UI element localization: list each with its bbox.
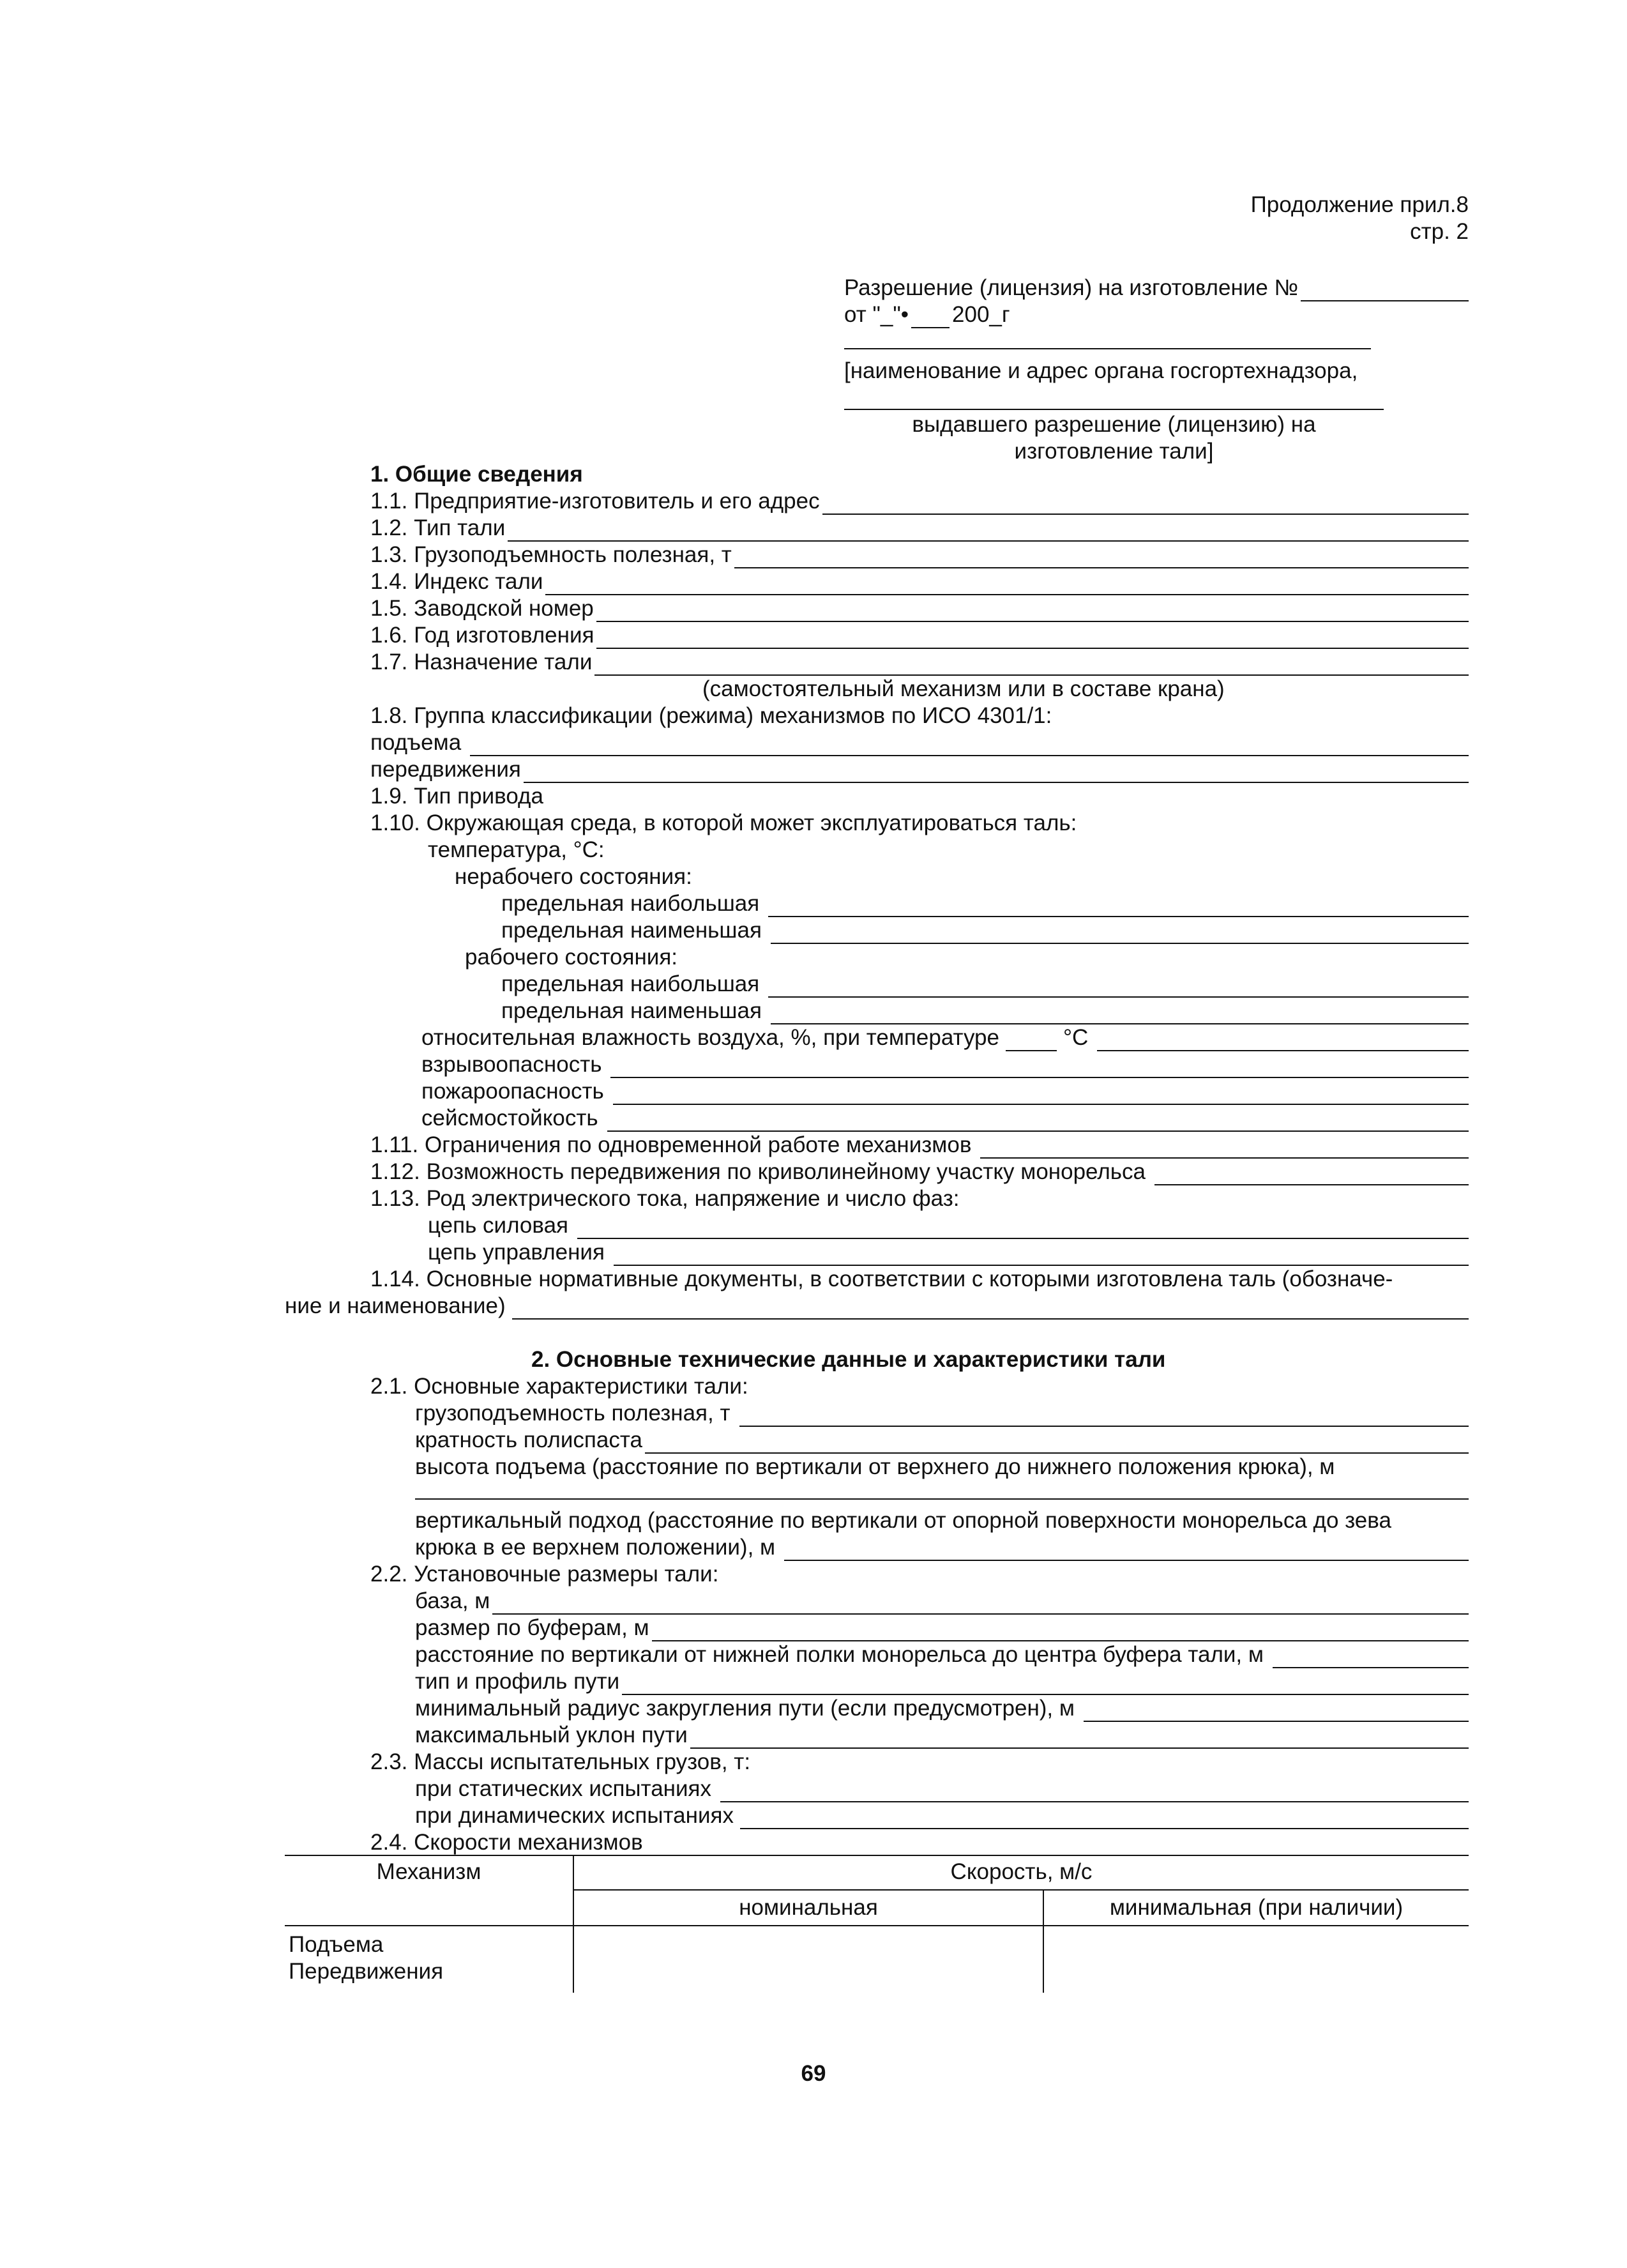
field-reeving xyxy=(415,1427,1469,1454)
label-1-2: 1.2. Тип тали xyxy=(370,515,506,540)
label-2-3: 2.3. Массы испытательных грузов, т: xyxy=(370,1749,751,1774)
label-humidity-unit: °С xyxy=(1063,1025,1089,1050)
blank-dynamic xyxy=(740,1809,1469,1829)
row-lift: Подъема xyxy=(289,1932,384,1957)
field-1-1 xyxy=(370,488,1469,515)
label-capacity: грузоподъемность полезная, т xyxy=(415,1401,730,1426)
label-base: база, м xyxy=(415,1588,490,1613)
note-1-7: (самостоятельный механизм или в составе крана) xyxy=(702,676,1225,701)
blank-max-slope xyxy=(690,1728,1469,1749)
field-1-5 xyxy=(370,595,1469,622)
section2-title: 2. Основные технические данные и характеристики тали xyxy=(531,1347,1166,1372)
blank-1-4 xyxy=(545,575,1469,595)
page-ref: стр. 2 xyxy=(1410,219,1469,244)
blank-explosion xyxy=(610,1058,1469,1078)
field-fire xyxy=(421,1078,1469,1105)
blank-1-8-lift xyxy=(470,736,1469,756)
license-number-row xyxy=(844,275,1469,301)
speed-header-rule xyxy=(574,1889,1469,1891)
field-humidity xyxy=(421,1024,1469,1051)
label-work: рабочего состояния: xyxy=(465,945,678,970)
label-seismic: сейсмостойкость xyxy=(421,1106,598,1130)
continuation-label: Продолжение прил.8 xyxy=(1250,192,1469,217)
field-1-11 xyxy=(370,1132,1469,1159)
blank-1-7 xyxy=(594,655,1469,676)
license-date-year: 200_г xyxy=(952,302,1010,327)
row-travel: Передвижения xyxy=(289,1959,444,1984)
blank-buffer-dist xyxy=(1273,1648,1469,1668)
field-1-6 xyxy=(370,622,1469,649)
label-track-type: тип и профиль пути xyxy=(415,1669,620,1694)
label-1-1: 1.1. Предприятие-изготовитель и его адрес xyxy=(370,489,820,514)
label-2-1: 2.1. Основные характеристики тали: xyxy=(370,1374,748,1399)
page-number: 69 xyxy=(801,2061,826,2086)
label-static: при статических испытаниях xyxy=(415,1776,711,1801)
field-seismic xyxy=(421,1105,1469,1132)
label-nonwork: нерабочего состояния: xyxy=(455,864,692,889)
blank-humidity-temp xyxy=(1006,1031,1057,1051)
label-2-4: 2.4. Скорости механизмов xyxy=(370,1830,643,1855)
label-work-max: предельная наибольшая xyxy=(501,971,760,996)
license-date-blank xyxy=(911,308,950,328)
field-1-8-lift xyxy=(370,729,1469,756)
field-explosion xyxy=(421,1051,1469,1078)
blank-1-3 xyxy=(734,548,1469,568)
label-1-12: 1.12. Возможность передвижения по криволинейному участку монорельса xyxy=(370,1159,1146,1184)
blank-vert-approach xyxy=(784,1541,1469,1561)
blank-1-6 xyxy=(596,628,1469,649)
label-work-min: предельная наименьшая xyxy=(501,998,762,1023)
label-vert-approach-1: вертикальный подход (расстояние по вертикали от опорной поверхности монорельса до зева xyxy=(415,1508,1391,1533)
label-buffer-size: размер по буферам, м xyxy=(415,1615,649,1640)
field-1-12 xyxy=(370,1159,1469,1185)
header-speed: Скорость, м/с xyxy=(950,1859,1093,1884)
blank-buffer-size xyxy=(652,1621,1469,1641)
field-buffer-size xyxy=(415,1615,1469,1641)
label-reeving: кратность полиспаста xyxy=(415,1427,642,1452)
blank-1-12 xyxy=(1154,1165,1469,1185)
label-humidity: относительная влажность воздуха, %, при температуре xyxy=(421,1025,999,1050)
label-1-9: 1.9. Тип привода xyxy=(370,784,543,809)
field-work-max xyxy=(501,971,1469,998)
field-1-14-cont xyxy=(285,1293,1469,1320)
label-dynamic: при динамических испытаниях xyxy=(415,1803,734,1828)
label-temp: температура, °С: xyxy=(428,837,605,862)
table-header-bottom-rule xyxy=(285,1925,1469,1926)
field-work-min xyxy=(501,998,1469,1024)
issuer-line3: изготовление тали] xyxy=(1014,439,1214,464)
blank-1-1 xyxy=(822,494,1469,515)
field-capacity xyxy=(415,1400,1469,1427)
field-min-radius xyxy=(415,1695,1469,1722)
label-nonwork-max: предельная наибольшая xyxy=(501,891,760,916)
field-buffer-dist xyxy=(415,1641,1469,1668)
label-power-circuit: цепь силовая xyxy=(428,1213,568,1238)
blank-1-2 xyxy=(508,521,1469,542)
header-minimal: минимальная (при наличии) xyxy=(1109,1895,1404,1920)
label-1-3: 1.3. Грузоподъемность полезная, т xyxy=(370,542,732,567)
table-top-rule xyxy=(285,1855,1469,1856)
field-power-circuit xyxy=(428,1212,1469,1239)
label-1-14: 1.14. Основные нормативные документы, в соответствии с которыми изготовлена таль (обозначе- xyxy=(370,1267,1393,1291)
label-vert-approach-2: крюка в ее верхнем положении), м xyxy=(415,1535,776,1560)
issuer-blank-2 xyxy=(844,409,1384,410)
blank-control-circuit xyxy=(614,1245,1469,1266)
label-1-14-cont: ние и наименование) xyxy=(285,1293,506,1318)
blank-track-type xyxy=(622,1675,1469,1695)
blank-work-max xyxy=(768,977,1469,998)
blank-1-14 xyxy=(512,1299,1469,1320)
label-buffer-dist: расстояние по вертикали от нижней полки монорельса до центра буфера тали, м xyxy=(415,1642,1264,1667)
license-date-row xyxy=(844,301,1163,328)
blank-seismic xyxy=(607,1111,1469,1132)
blank-fire xyxy=(613,1085,1469,1105)
blank-1-8-travel xyxy=(524,763,1469,783)
label-max-slope: максимальный уклон пути xyxy=(415,1723,688,1747)
label-2-2: 2.2. Установочные размеры тали: xyxy=(370,1562,719,1587)
header-nominal: номинальная xyxy=(739,1895,878,1920)
label-fire: пожароопасность xyxy=(421,1079,604,1104)
field-track-type xyxy=(415,1668,1469,1695)
label-min-radius: минимальный радиус закругления пути (если предусмотрен), м xyxy=(415,1696,1075,1721)
section1-title: 1. Общие сведения xyxy=(370,462,583,487)
blank-capacity xyxy=(739,1406,1469,1427)
blank-humidity xyxy=(1097,1031,1469,1051)
field-1-8-travel xyxy=(370,756,1469,783)
label-lift-height: высота подъема (расстояние по вертикали от верхнего до нижнего положения крюка), м xyxy=(415,1454,1335,1479)
label-1-13: 1.13. Род электрического тока, напряжение и число фаз: xyxy=(370,1186,960,1211)
blank-1-11 xyxy=(980,1138,1469,1159)
blank-reeving xyxy=(645,1433,1469,1454)
blank-work-min xyxy=(771,1004,1469,1024)
label-1-7: 1.7. Назначение тали xyxy=(370,650,593,674)
field-max-slope xyxy=(415,1722,1469,1749)
label-1-6: 1.6. Год изготовления xyxy=(370,623,594,648)
field-nonwork-max xyxy=(501,890,1469,917)
issuer-line2: выдавшего разрешение (лицензию) на xyxy=(912,412,1316,437)
blank-base xyxy=(492,1594,1469,1615)
field-nonwork-min xyxy=(501,917,1469,944)
label-control-circuit: цепь управления xyxy=(428,1240,605,1265)
label-1-11: 1.11. Ограничения по одновременной работе механизмов xyxy=(370,1132,972,1157)
label-1-4: 1.4. Индекс тали xyxy=(370,569,543,594)
blank-lift-height xyxy=(415,1498,1469,1500)
blank-1-5 xyxy=(596,602,1469,622)
field-1-3 xyxy=(370,542,1469,568)
label-nonwork-min: предельная наименьшая xyxy=(501,918,762,943)
field-1-4 xyxy=(370,568,1469,595)
field-dynamic xyxy=(415,1802,1469,1829)
label-1-8-travel: передвижения xyxy=(370,757,521,782)
license-line1: Разрешение (лицензия) на изготовление № xyxy=(844,275,1299,300)
label-explosion: взрывоопасность xyxy=(421,1052,602,1077)
label-1-8-lift: подъема xyxy=(370,730,462,755)
license-date-prefix: от "_"• xyxy=(844,302,909,327)
blank-nonwork-min xyxy=(771,924,1469,944)
issuer-line1: [наименование и адрес органа госгортехнадзора, xyxy=(844,358,1358,383)
issuer-blank-1 xyxy=(844,348,1371,349)
label-1-5: 1.5. Заводской номер xyxy=(370,596,594,621)
blank-power-circuit xyxy=(577,1219,1469,1239)
field-1-2 xyxy=(370,515,1469,542)
field-1-7 xyxy=(370,649,1469,676)
field-static xyxy=(415,1776,1469,1802)
label-1-10: 1.10. Окружающая среда, в которой может эксплуатироваться таль: xyxy=(370,811,1077,835)
header-mechanism: Механизм xyxy=(376,1859,481,1884)
blank-nonwork-max xyxy=(768,897,1469,917)
field-control-circuit xyxy=(428,1239,1469,1266)
blank-min-radius xyxy=(1084,1701,1469,1722)
field-vert-approach xyxy=(415,1534,1469,1561)
field-base xyxy=(415,1588,1469,1615)
label-1-8: 1.8. Группа классификации (режима) механизмов по ИСО 4301/1: xyxy=(370,703,1052,728)
blank-static xyxy=(720,1782,1469,1802)
license-number-blank xyxy=(1301,281,1469,301)
